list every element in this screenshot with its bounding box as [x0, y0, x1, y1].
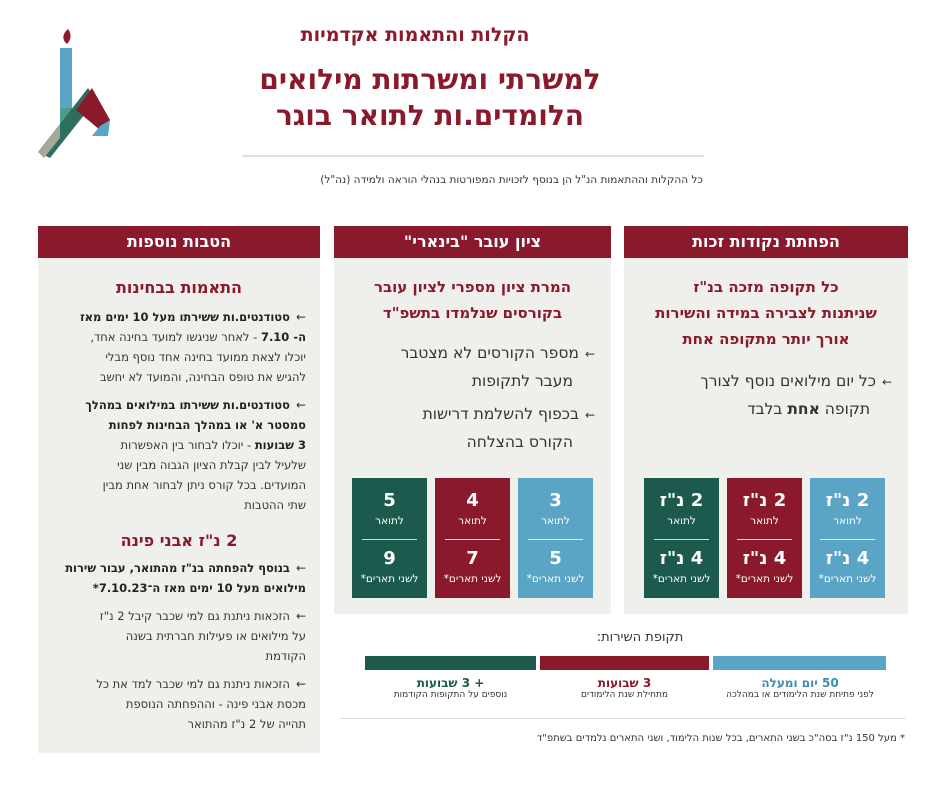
p4-l2: על מילואים או פעילות חברתית בשנה	[125, 629, 306, 643]
arrow-icon: ←	[881, 375, 892, 389]
footnote-divider	[340, 718, 906, 719]
p2-l5: המועדים. בכל קורס ניתן לבחור אחת מבין	[102, 478, 306, 492]
benefits-para-2	[38, 395, 320, 515]
credits-lead-2: שניתנות לצבירה במידה והשירות	[655, 304, 877, 322]
p2-l4: שלעיל לבין קבלת הציון הגבוה מבין שני	[117, 458, 306, 472]
panel-credits-header: הפחתת נקודות זכות	[624, 226, 908, 258]
service-title: תקופת השירות:	[596, 630, 684, 645]
p1-l3: יוכלו לצאת ממועד בחינה אחד נוסף מבלי	[105, 350, 306, 364]
arrow-icon: ←	[295, 609, 306, 623]
credits-bullet-1: כל יום מילואים נוסף לצורך	[700, 372, 876, 390]
header-divider	[242, 155, 704, 157]
box-value: 2 נ"ז	[825, 490, 870, 511]
box-label: לתואר	[750, 515, 779, 527]
credits-bullet-2b: אחת	[787, 400, 820, 418]
service-bar-2	[540, 656, 709, 670]
credits-bullet-2c: בלבד	[747, 400, 788, 418]
box-label: לתואר	[541, 515, 570, 527]
credits-box-3	[644, 478, 719, 598]
arrow-icon: ←	[295, 561, 306, 575]
box-value: 9	[383, 548, 396, 569]
service-period-3-label: + 3 שבועות	[416, 676, 485, 690]
p1-l2b: ה- 7.10	[260, 330, 306, 344]
box-value: 4 נ"ז	[742, 548, 787, 569]
box-value: 7	[466, 548, 479, 569]
panel-benefits	[38, 226, 320, 753]
benefits-section-1-title: התאמות בבחינות	[115, 278, 243, 297]
p2-l2: סמסטר א' או במהלך הבחינות לפחות	[108, 418, 306, 432]
arrow-icon: ←	[584, 347, 595, 361]
p5-l2: מכסת אבני פינה - וההפחתה הנוספת	[125, 697, 306, 711]
binary-bullet-1a: מספר הקורסים לא מצטבר	[400, 344, 579, 362]
benefits-para-4	[38, 606, 320, 666]
box-value: 5	[383, 490, 396, 511]
service-period-1-sub: לפני פתיחת שנת הלימודים או במהלכה	[726, 690, 874, 700]
box-label: לשני תארים*	[443, 573, 502, 585]
benefits-section-2-title: 2 נ"ז אבני פינה	[120, 531, 238, 550]
p5-l3: תהייה של 2 נ"ז מהתואר	[187, 717, 306, 731]
page-title	[180, 62, 680, 134]
box-label: לשני תארים*	[735, 573, 794, 585]
box-value: 2 נ"ז	[742, 490, 787, 511]
service-period-3-sub: נוספים על התקופות הקודמות	[393, 690, 508, 700]
university-logo	[38, 26, 118, 158]
p4-l3: הקודמת	[265, 649, 306, 663]
panel-binary-header: ציון עובר "בינארי"	[334, 226, 611, 258]
binary-box-2	[435, 478, 510, 598]
box-label: לתואר	[375, 515, 404, 527]
title-line-1: למשרתי ומשרתות מילואים	[259, 63, 601, 96]
binary-lead-2: בקורסים שנלמדו בתשפ"ד	[382, 304, 563, 322]
arrow-icon: ←	[584, 408, 595, 422]
binary-bullet-2b: הקורס בהצלחה	[466, 433, 573, 451]
box-value: 3	[549, 490, 562, 511]
box-value: 4	[466, 490, 479, 511]
benefits-para-5	[38, 674, 320, 734]
box-value: 2 נ"ז	[659, 490, 704, 511]
p3-l1: בנוסף להפחתה בנ"ז מהתואר, עבור שירות	[65, 561, 290, 575]
box-value: 4 נ"ז	[659, 548, 704, 569]
binary-box-3	[352, 478, 427, 598]
p3-l2: מילואים מעל 10 ימים מאז ה־7.10.23*	[92, 581, 306, 595]
p2-l3b: 3 שבועות	[254, 438, 306, 452]
p2-l3: - יוכלו לבחור בין האפשרות	[120, 438, 255, 452]
box-label: לתואר	[458, 515, 487, 527]
credits-lead	[624, 274, 908, 352]
service-period-3	[357, 676, 544, 700]
credits-lead-1: כל תקופה מזכה בנ"ז	[693, 278, 839, 296]
binary-lead-1: המרת ציון מספרי לציון עובר	[373, 278, 572, 296]
p2-l6: שתי ההטבות	[244, 498, 306, 512]
service-period-2-sub: מתחילת שנת הלימודים	[580, 690, 669, 700]
footnote: * מעל 150 נ"ז בסה"כ בשני התארים, בכל שנות הלימוד, ושני התארים נלמדים בשתפ"ד	[536, 733, 905, 744]
service-bar-1	[713, 656, 886, 670]
service-period-2-label: 3 שבועות	[597, 676, 652, 690]
subtitle: כל ההקלות וההתאמות הנ"ל הן בנוסף לזכויות המפורטות בנהלי הוראה ולמידה (נה"ל)	[320, 174, 703, 186]
binary-bullet-1	[334, 340, 611, 395]
p4-l1: הזכאות ניתנת גם למי שכבר קיבל 2 נ"ז	[99, 609, 290, 623]
arrow-icon: ←	[295, 398, 306, 412]
box-value: 4 נ"ז	[825, 548, 870, 569]
box-label: לתואר	[667, 515, 696, 527]
top-title: הקלות והתאמות אקדמיות	[300, 24, 530, 46]
binary-bullet-1b: מעבר לתקופות	[471, 372, 573, 390]
p1-l4: להגיש את טופס הבחינה, והמועד לא יחשב	[99, 370, 306, 384]
service-period-2	[532, 676, 717, 700]
arrow-icon: ←	[295, 310, 306, 324]
arrow-icon: ←	[295, 677, 306, 691]
box-label: לשני תארים*	[652, 573, 711, 585]
p2-l1: סטודנטים.ות ששירתו במילואים במהלך	[85, 398, 290, 412]
box-label: לתואר	[833, 515, 862, 527]
binary-box-1	[518, 478, 593, 598]
p1-l2: - לאחר שניגשו למועד בחינה אחד,	[90, 330, 261, 344]
title-line-2: הלומדים.ות לתואר בוגר	[275, 99, 585, 132]
box-value: 5	[549, 548, 562, 569]
credits-bullet-2a: תקופה	[819, 400, 870, 418]
service-period-1-label: 50 יום ומעלה	[761, 676, 839, 690]
credits-bullet	[624, 368, 908, 423]
credits-lead-3: אורך יותר מתקופה אחת	[682, 330, 850, 348]
benefits-para-3	[38, 558, 320, 598]
box-label: לשני תארים*	[526, 573, 585, 585]
box-label: לשני תארים*	[360, 573, 419, 585]
binary-bullet-2	[334, 401, 611, 456]
binary-bullet-2a: בכפוף להשלמת דרישות	[422, 405, 579, 423]
benefits-para-1	[38, 307, 320, 387]
panel-benefits-header: הטבות נוספות	[38, 226, 320, 258]
credits-box-2	[727, 478, 802, 598]
service-bar-3	[365, 656, 536, 670]
p5-l1: הזכאות ניתנת גם למי שכבר למד את כל	[96, 677, 290, 691]
service-period-1	[705, 676, 895, 700]
box-label: לשני תארים*	[818, 573, 877, 585]
binary-lead	[334, 274, 611, 326]
credits-box-1	[810, 478, 885, 598]
p1-l1: סטודנטים.ות ששירתו מעל 10 ימים מאז	[80, 310, 290, 324]
